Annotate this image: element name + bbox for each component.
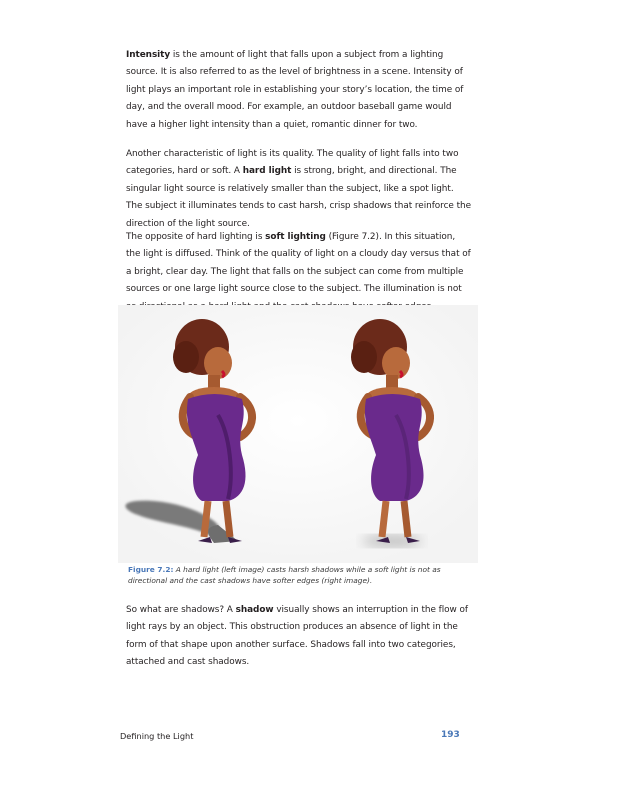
hair-curl (173, 341, 199, 373)
lighting-comparison-image (118, 305, 478, 563)
hard-light-term: hard light (242, 166, 292, 177)
quality-paragraph (126, 146, 472, 233)
leg-right (404, 501, 408, 537)
soft-lighting-term: soft lighting (265, 232, 326, 242)
dress (187, 394, 246, 501)
soft-text-before: The opposite of hard lighting is (126, 232, 266, 242)
figure-caption-text: A hard light (left image) casts harsh shadows while a soft light is not as directional and the cast shadows have softer edges (right image). (128, 565, 441, 585)
intensity-term: Intensity (126, 50, 171, 60)
soft-text-after: (Figure 7.2). In this situation, the light is diffused. Think of the quality of light on a cloudy day versus that of a bright, clear day. The light that falls on the subject can come from multiple sources or one large light source close to the subject. The illumination is not (126, 232, 471, 295)
quality-text-after: is strong, bright, and directional. The singular light source is relatively smaller than the subject, like a spot light. The subject it illuminates tends to cast harsh, crisp shadows that reinforce the direction of the light source. (126, 166, 471, 229)
figure-caption (128, 565, 468, 586)
page-number: 193 (441, 730, 460, 740)
hair-curl (351, 341, 377, 373)
figure-7-2-illustration (118, 305, 478, 563)
footer-section-title: Defining the Light (120, 731, 194, 741)
leg-left (382, 501, 386, 537)
dress (365, 394, 424, 501)
figure-label: Figure 7.2: (128, 565, 174, 574)
face (382, 347, 410, 379)
shadow-text-after: visually shows an interruption in the flow of light rays by an object. This obstruction produces an absence of light in the form of that shape upon another surface. Shadows fall into two categories, attached and cast shadows. (126, 605, 468, 668)
intensity-text: is the amount of light that falls upon a subject from a lighting source. It is also referred to as the level of brightness in a scene. Intensity of light plays an important role in establishing your story’s location, the time of day, and the overall mood. For example, an outdoor baseball game would have a higher light intensity than a quiet, romantic dinner for two. (126, 50, 464, 130)
shadow-term: shadow (235, 605, 274, 615)
leg-left (204, 501, 208, 537)
shadow-paragraph (126, 602, 472, 672)
intensity-paragraph (126, 47, 472, 134)
shadow-text-before: So what are shadows? A (126, 605, 236, 615)
soft-lighting-paragraph (126, 229, 472, 316)
quality-text-before: Another characteristic of light is its quality. The quality of light falls into two categories, hard or soft. A (126, 149, 459, 177)
leg-right (226, 501, 230, 537)
face (204, 347, 232, 379)
